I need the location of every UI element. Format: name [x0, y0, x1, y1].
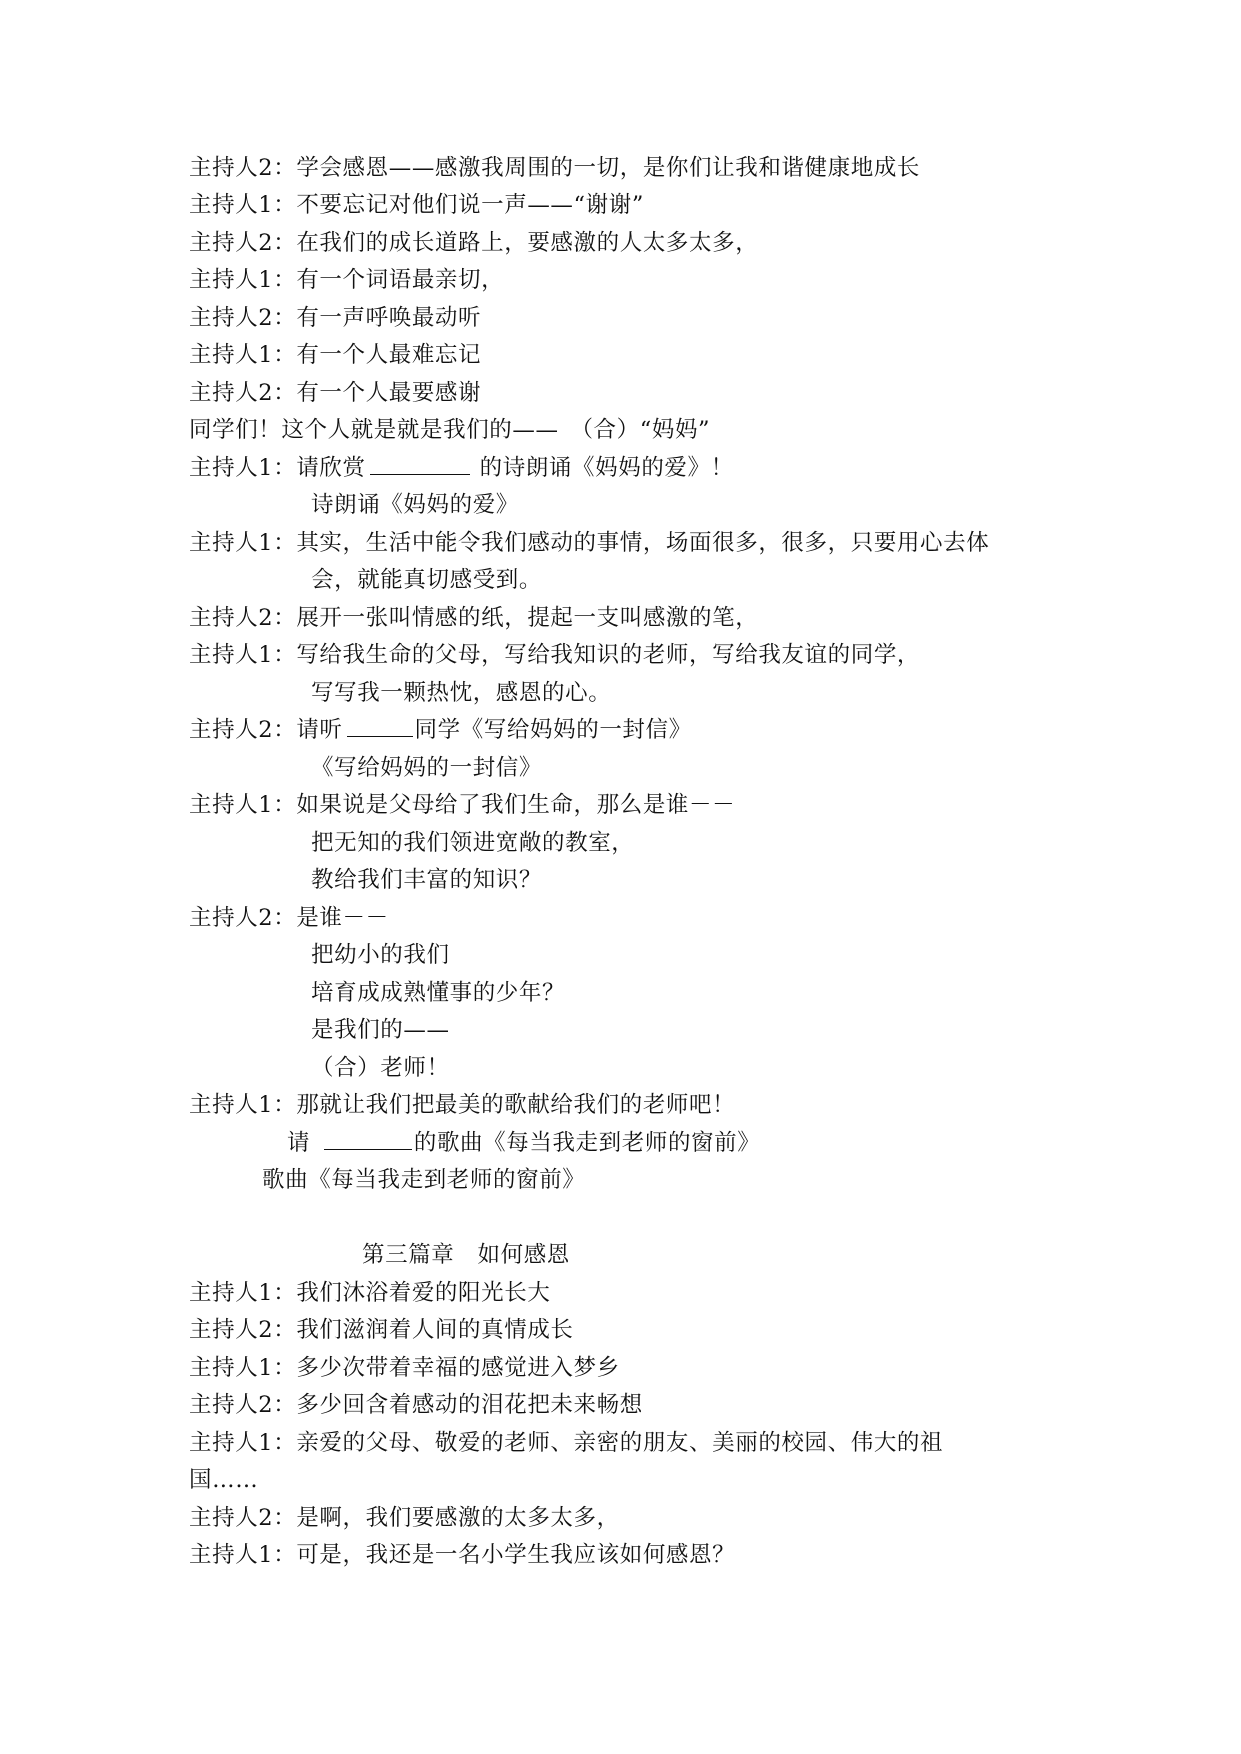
- line-text: 的歌曲《每当我走到老师的窗前》: [413, 1130, 761, 1156]
- script-line: 主持人1：那就让我们把最美的歌献给我们的老师吧！: [189, 1092, 736, 1118]
- script-line-continued: 写写我一颗热忱，感恩的心。: [311, 680, 612, 706]
- fill-in-blank: [324, 1131, 412, 1150]
- script-line: 主持人1：亲爱的父母、敬爱的老师、亲密的朋友、美丽的校园、伟大的祖: [189, 1430, 944, 1456]
- line-text: 同学《写给妈妈的一封信》: [414, 717, 692, 743]
- script-line-continued: 培育成成熟懂事的少年？: [311, 980, 566, 1006]
- script-line: 主持人1：我们沐浴着爱的阳光长大: [189, 1280, 551, 1306]
- script-line: 主持人1：如果说是父母给了我们生命，那么是谁－－: [189, 792, 736, 818]
- script-line: 主持人2：是谁－－: [189, 905, 389, 931]
- script-line: 主持人1：可是，我还是一名小学生我应该如何感恩？: [189, 1542, 736, 1568]
- fill-in-blank: [347, 718, 413, 737]
- script-line: 主持人1：多少次带着幸福的感觉进入梦乡: [189, 1355, 620, 1381]
- script-line: 同学们！这个人就是就是我们的—— （合）“妈妈”: [189, 417, 711, 443]
- chapter-heading: 第三篇章 如何感恩: [362, 1242, 570, 1268]
- script-line-continued: （合）老师！: [311, 1055, 450, 1081]
- script-line-continued: 把幼小的我们: [311, 942, 450, 968]
- script-line-continued: 教给我们丰富的知识？: [311, 867, 543, 893]
- script-line-with-blank: [189, 715, 692, 745]
- line-text: 主持人2：请听: [189, 717, 343, 743]
- script-line-continued: 国……: [189, 1467, 259, 1493]
- script-line: 主持人2：在我们的成长道路上，要感激的人太多太多，: [189, 230, 759, 256]
- script-line-continued: 是我们的——: [311, 1017, 450, 1043]
- program-item: 《写给妈妈的一封信》: [311, 755, 543, 781]
- program-item: 诗朗诵《妈妈的爱》: [311, 492, 519, 518]
- script-line-continued: 把无知的我们领进宽敞的教室，: [311, 830, 635, 856]
- line-text: 的诗朗诵《妈妈的爱》！: [479, 455, 734, 481]
- script-line-continued: 会，就能真切感受到。: [311, 567, 543, 593]
- line-text: 主持人1：请欣赏: [189, 455, 366, 481]
- script-line: 主持人2：有一个人最要感谢: [189, 380, 482, 406]
- script-line: 主持人2：我们滋润着人间的真情成长: [189, 1317, 574, 1343]
- script-line: 主持人2：是啊，我们要感激的太多太多，: [189, 1505, 620, 1531]
- script-line: 主持人1：写给我生命的父母，写给我知识的老师，写给我友谊的同学，: [189, 642, 921, 668]
- script-line: 主持人1：有一个词语最亲切，: [189, 267, 505, 293]
- script-line: 主持人2：学会感恩——感激我周围的一切，是你们让我和谐健康地成长: [189, 155, 921, 181]
- script-line: 主持人1：有一个人最难忘记: [189, 342, 482, 368]
- script-line: 主持人1：不要忘记对他们说一声——“谢谢”: [189, 192, 644, 218]
- program-item: 歌曲《每当我走到老师的窗前》: [262, 1167, 586, 1193]
- line-text: 请: [287, 1130, 318, 1156]
- script-line: 主持人2：展开一张叫情感的纸，提起一支叫感激的笔，: [189, 605, 759, 631]
- script-line: 主持人1：其实，生活中能令我们感动的事情，场面很多，很多，只要用心去体: [189, 530, 990, 556]
- fill-in-blank: [370, 456, 470, 475]
- script-line-with-blank: [189, 453, 734, 483]
- script-line: 主持人2：有一声呼唤最动听: [189, 305, 482, 331]
- script-line-with-blank: [287, 1128, 760, 1158]
- script-line: 主持人2：多少回含着感动的泪花把未来畅想: [189, 1392, 643, 1418]
